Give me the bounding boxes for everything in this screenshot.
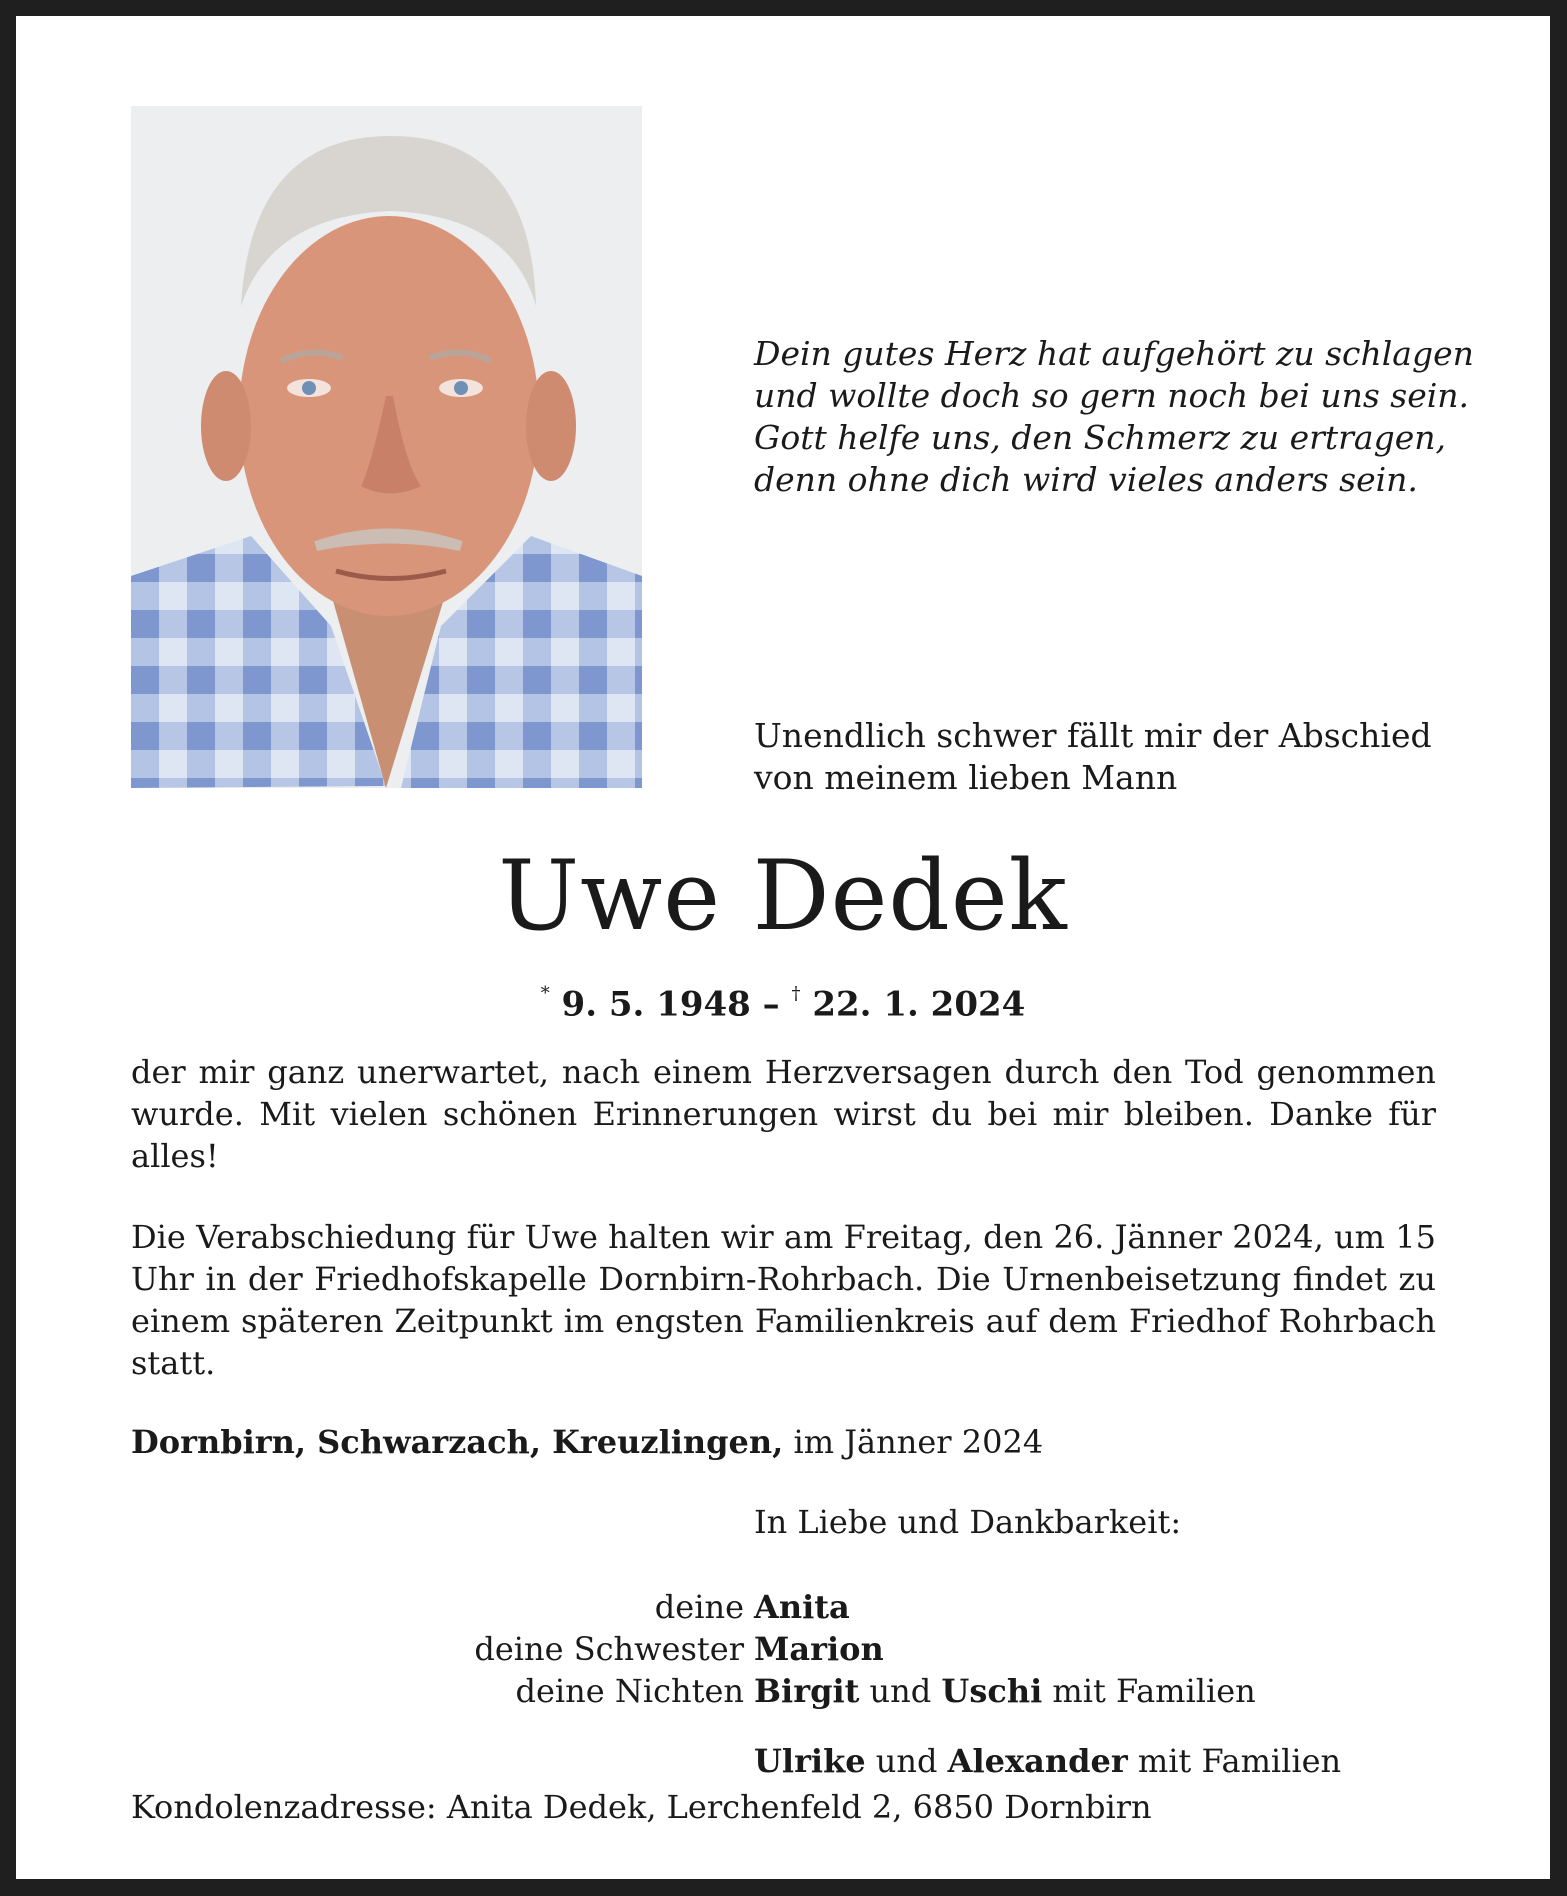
poem-line: denn ohne dich wird vieles anders sein.: [754, 460, 1418, 499]
poem: [754, 333, 1474, 501]
condolence-address: Kondolenzadresse: Anita Dedek, Lerchenfeld 2, 6850 Dornbirn: [131, 1788, 1152, 1826]
intro-line: Unendlich schwer fällt mir der Abschied: [754, 716, 1432, 755]
place-and-date: [131, 1421, 1436, 1463]
date-line: im Jänner 2024: [793, 1423, 1044, 1461]
poem-line: und wollte doch so gern noch bei uns sein.: [754, 376, 1470, 415]
birth-symbol: *: [540, 983, 550, 1004]
obituary-page: [16, 16, 1550, 1879]
mourner-name: Ulrike: [754, 1742, 866, 1780]
mourner-name: Uschi: [941, 1672, 1043, 1710]
body-paragraph-2: Die Verabschiedung für Uwe halten wir am Freitag, den 26. Jänner 2024, um 15 Uhr in der Friedhofskapelle Dornbirn-Rohrbach. Die Urnenbeisetzung findet zu einem späteren Zeitpunkt im engsten Familienkreis auf dem Friedhof Rohrbach statt.: [131, 1218, 1436, 1382]
mourner-suffix: mit Familien: [1137, 1742, 1342, 1780]
closing-line: In Liebe und Dankbarkeit:: [754, 1503, 1182, 1541]
intro-line: von meinem lieben Mann: [754, 758, 1178, 797]
death-symbol: †: [791, 983, 801, 1004]
mourner-names: [754, 1740, 1341, 1782]
poem-line: Gott helfe uns, den Schmerz zu ertragen,: [754, 418, 1446, 457]
mourner-name: Anita: [754, 1588, 850, 1626]
deceased-name: Uwe Dedek: [498, 840, 1068, 952]
mourner-name: Birgit: [754, 1672, 860, 1710]
mourner-name: Alexander: [947, 1742, 1128, 1780]
date-separator: –: [762, 984, 780, 1025]
portrait-photo: [131, 106, 642, 788]
life-dates: [16, 976, 1550, 1026]
death-date: 22. 1. 2024: [812, 984, 1026, 1025]
mourner-relation: deine Nichten: [515, 1672, 744, 1710]
body-paragraph-1: der mir ganz unerwartet, nach einem Herzversagen durch den Tod genommen wurde. Mit vielen schönen Erinnerungen wirst du bei mir bleiben. Danke für alles!: [131, 1053, 1436, 1175]
conjunction: und: [875, 1742, 938, 1780]
mourner-names: [754, 1670, 1256, 1712]
towns: Dornbirn, Schwarzach, Kreuzlingen,: [131, 1423, 784, 1461]
conjunction: und: [869, 1672, 932, 1710]
mourner-suffix: mit Familien: [1052, 1672, 1256, 1710]
mourner-relation: deine Schwester: [474, 1630, 744, 1668]
mourner-relation: deine: [654, 1588, 744, 1626]
mourner-names: [754, 1628, 884, 1670]
mourner-names: [754, 1586, 850, 1628]
birth-date: 9. 5. 1948: [561, 984, 751, 1025]
farewell-intro: [754, 715, 1474, 799]
mourner-name: Marion: [754, 1630, 884, 1668]
poem-line: Dein gutes Herz hat aufgehört zu schlagen: [754, 334, 1474, 373]
